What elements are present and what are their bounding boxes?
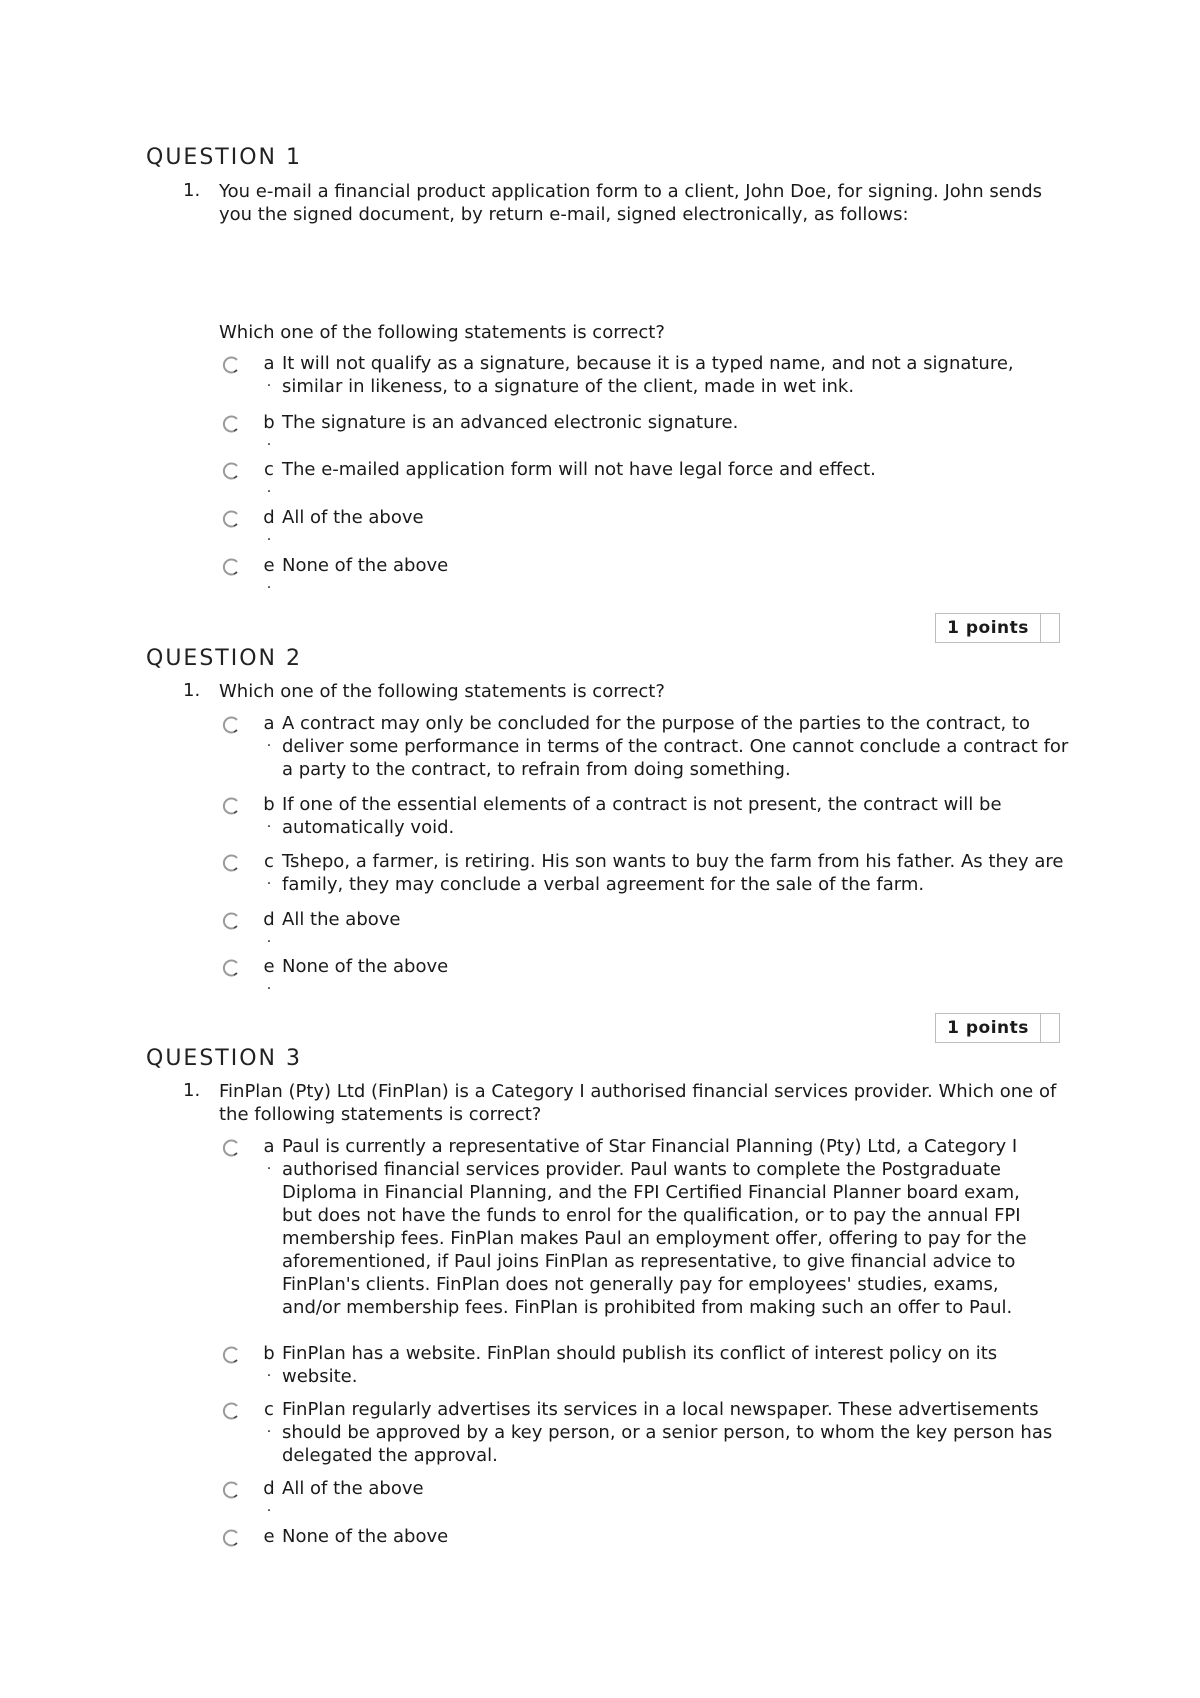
option-dot: . xyxy=(266,576,272,592)
radio-button-icon[interactable] xyxy=(222,1139,240,1157)
option-dot: . xyxy=(266,1420,272,1436)
option-dot: . xyxy=(266,815,272,831)
option-text: A contract may only be concluded for the purpose of the parties to the contract, to deliver some performance in terms of the contract. One cannot conclude a contract for a party to the contract, to refrain from doing something. xyxy=(282,713,1069,780)
radio-button-icon[interactable] xyxy=(222,415,240,433)
option-letter: b xyxy=(263,1343,275,1364)
option-letter: e xyxy=(263,956,275,977)
question-text: You e-mail a financial product application form to a client, John Doe, for signing. John sends you the signed document, by return e-mail, signed electronically, as follows: xyxy=(219,181,1043,225)
option-dot: . xyxy=(266,480,272,496)
option-letter: d xyxy=(263,507,275,528)
radio-button-icon[interactable] xyxy=(222,356,240,374)
option-text: Tshepo, a farmer, is retiring. His son wants to buy the farm from his father. As they are family, they may conclude a verbal agreement for the sale of the farm. xyxy=(282,851,1064,895)
option-letter: a xyxy=(263,1136,275,1157)
radio-button-icon[interactable] xyxy=(222,797,240,815)
question-number: 1. xyxy=(183,180,201,201)
option-dot: . xyxy=(266,528,272,544)
option-text: None of the above xyxy=(282,1526,449,1547)
radio-button-icon[interactable] xyxy=(222,462,240,480)
option-dot: . xyxy=(266,374,272,390)
question-text: FinPlan (Pty) Ltd (FinPlan) is a Category I authorised financial services provider. Which one of the following statements is correct? xyxy=(219,1081,1057,1125)
radio-button-icon[interactable] xyxy=(222,1402,240,1420)
question-heading: QUESTION 2 xyxy=(146,646,302,671)
option-letter: c xyxy=(264,1399,274,1420)
option-text: FinPlan has a website. FinPlan should publish its conflict of interest policy on its website. xyxy=(282,1343,998,1387)
option-text: All of the above xyxy=(282,507,424,528)
option-dot: . xyxy=(266,930,272,946)
option-dot: . xyxy=(266,872,272,888)
radio-button-icon[interactable] xyxy=(222,510,240,528)
option-dot: . xyxy=(266,977,272,993)
radio-button-icon[interactable] xyxy=(222,912,240,930)
points-label: 1 points xyxy=(936,1014,1041,1042)
option-text: The signature is an advanced electronic signature. xyxy=(282,412,739,433)
option-text: All of the above xyxy=(282,1478,424,1499)
option-dot: . xyxy=(266,1364,272,1380)
option-letter: d xyxy=(263,1478,275,1499)
option-letter: a xyxy=(263,353,275,374)
option-text: Paul is currently a representative of Star Financial Planning (Pty) Ltd, a Category I authorised financial services provider. Paul wants to complete the Postgraduate Diploma in Financial Planning, and the FPI Certified Financial Planner board exam, but does not have the funds to enrol for the qualification, or to pay the annual FPI membership fees. FinPlan makes Paul an employment offer, offering to pay for the aforementioned, if Paul joins FinPlan as representative, to give financial advice to FinPlan's clients. FinPlan does not generally pay for employees' studies, exams, and/or membership fees. FinPlan is prohibited from making such an offer to Paul. xyxy=(282,1136,1027,1318)
points-box xyxy=(935,1013,1060,1043)
radio-button-icon[interactable] xyxy=(222,1529,240,1547)
option-text: It will not qualify as a signature, because it is a typed name, and not a signature, similar in likeness, to a signature of the client, made in wet ink. xyxy=(282,353,1014,397)
option-letter: e xyxy=(263,555,275,576)
option-text: None of the above xyxy=(282,555,449,576)
option-text: If one of the essential elements of a contract is not present, the contract will be automatically void. xyxy=(282,794,1002,838)
option-letter: e xyxy=(263,1526,275,1547)
option-dot: . xyxy=(266,1157,272,1173)
option-text: All the above xyxy=(282,909,401,930)
points-label: 1 points xyxy=(936,614,1041,642)
option-dot: . xyxy=(266,433,272,449)
points-box xyxy=(935,613,1060,643)
option-dot: . xyxy=(266,734,272,750)
option-letter: b xyxy=(263,794,275,815)
option-text: None of the above xyxy=(282,956,449,977)
radio-button-icon[interactable] xyxy=(222,959,240,977)
option-letter: a xyxy=(263,713,275,734)
question-heading: QUESTION 3 xyxy=(146,1046,302,1071)
radio-button-icon[interactable] xyxy=(222,1346,240,1364)
radio-button-icon[interactable] xyxy=(222,716,240,734)
question-number: 1. xyxy=(183,1080,201,1101)
option-letter: c xyxy=(264,459,274,480)
option-letter: b xyxy=(263,412,275,433)
question-text: Which one of the following statements is correct? xyxy=(219,681,665,702)
radio-button-icon[interactable] xyxy=(222,558,240,576)
option-dot: . xyxy=(266,1499,272,1515)
question-prompt: Which one of the following statements is correct? xyxy=(219,322,665,343)
question-heading: QUESTION 1 xyxy=(146,145,302,170)
option-letter: c xyxy=(264,851,274,872)
radio-button-icon[interactable] xyxy=(222,854,240,872)
option-text: FinPlan regularly advertises its services in a local newspaper. These advertisements should be approved by a key person, or a senior person, to whom the key person has delegated the approval. xyxy=(282,1399,1053,1466)
option-text: The e-mailed application form will not have legal force and effect. xyxy=(282,459,876,480)
option-letter: d xyxy=(263,909,275,930)
question-number: 1. xyxy=(183,680,201,701)
radio-button-icon[interactable] xyxy=(222,1481,240,1499)
